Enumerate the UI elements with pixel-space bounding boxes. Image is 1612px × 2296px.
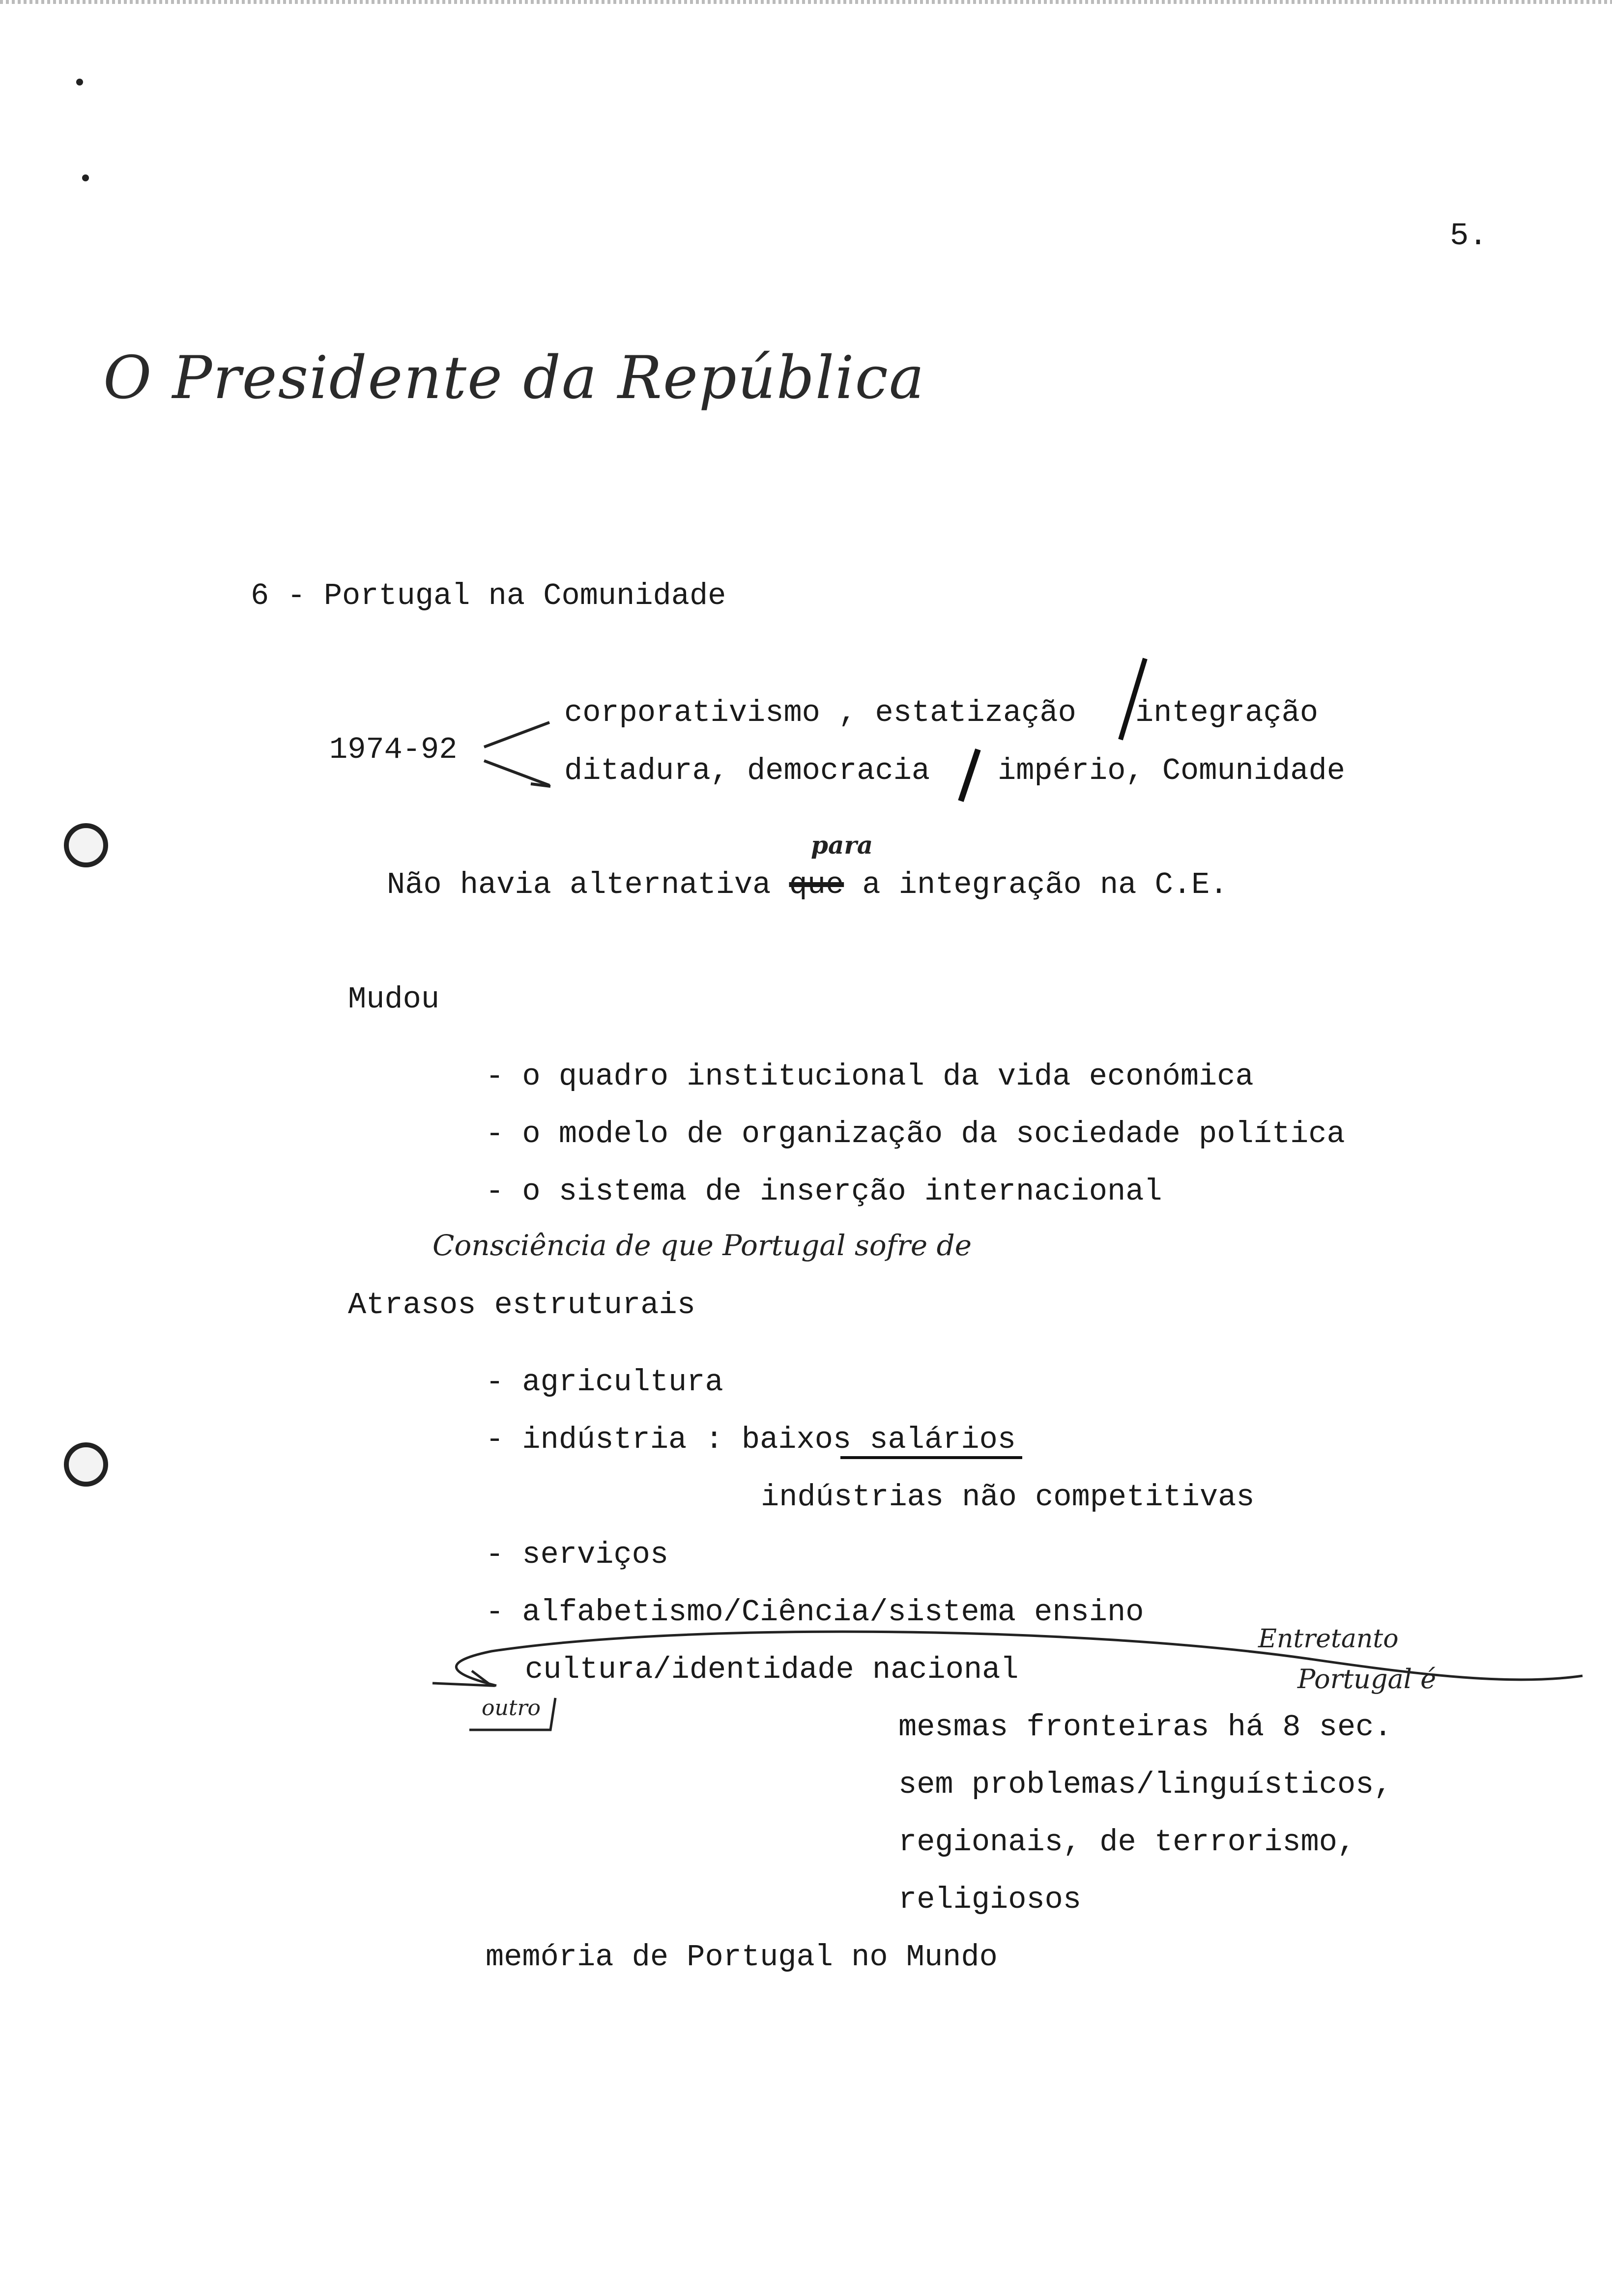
timeline-row-1-end: integração	[1135, 695, 1319, 730]
page-number: 5.	[1450, 219, 1488, 254]
atrasos-item-cultura: cultura/identidade nacional	[525, 1652, 1019, 1687]
timeline-row-1: corporativismo , estatização	[564, 695, 1076, 730]
section-title: 6 - Portugal na Comunidade	[251, 578, 726, 613]
timeline-row-2-end: império, Comunidade	[998, 753, 1345, 788]
handwritten-margin-left: outro	[482, 1695, 541, 1721]
margin-bracket	[469, 1698, 555, 1730]
no-alternative-after: a integração na C.E.	[844, 867, 1228, 902]
handwritten-insert: para	[811, 831, 873, 860]
hand-drawn-loop	[456, 1632, 1583, 1686]
timeline-period: 1974-92	[329, 732, 458, 767]
bracket-lower-stroke	[484, 761, 549, 785]
atrasos-item: - alfabetismo/Ciência/sistema ensino	[486, 1595, 1144, 1630]
no-alternative-before: Não havia alternativa	[387, 867, 789, 902]
atrasos-item-sub: indústrias não competitivas	[761, 1480, 1255, 1515]
slash-mark	[961, 749, 978, 801]
identity-detail: mesmas fronteiras há 8 sec.	[898, 1710, 1392, 1745]
struck-word: que	[789, 867, 844, 902]
mudou-heading: Mudou	[348, 982, 440, 1017]
handwritten-margin-right-1: Entretanto	[1258, 1624, 1399, 1654]
letterhead: O Presidente da República	[103, 344, 925, 412]
closing-line: memória de Portugal no Mundo	[486, 1940, 998, 1975]
atrasos-heading: Atrasos estruturais	[348, 1288, 695, 1322]
atrasos-item: - agricultura	[486, 1365, 723, 1400]
handwritten-margin-right-2: Portugal é	[1297, 1664, 1437, 1694]
timeline-row-2: ditadura, democracia	[564, 753, 930, 788]
handwritten-note: Consciência de que Portugal sofre de	[432, 1229, 972, 1262]
identity-detail: religiosos	[898, 1882, 1082, 1917]
mudou-item: - o modelo de organização da sociedade política	[486, 1117, 1345, 1151]
mudou-item: - o quadro institucional da vida económica	[486, 1059, 1254, 1094]
identity-detail: sem problemas/linguísticos,	[898, 1767, 1392, 1802]
bracket-upper-stroke	[484, 722, 549, 747]
slash-mark	[1121, 659, 1145, 740]
atrasos-item: - indústria : baixos salários	[486, 1422, 1016, 1457]
mudou-item: - o sistema de inserção internacional	[486, 1174, 1162, 1209]
identity-detail: regionais, de terrorismo,	[898, 1825, 1356, 1860]
atrasos-item: - serviços	[486, 1537, 669, 1572]
